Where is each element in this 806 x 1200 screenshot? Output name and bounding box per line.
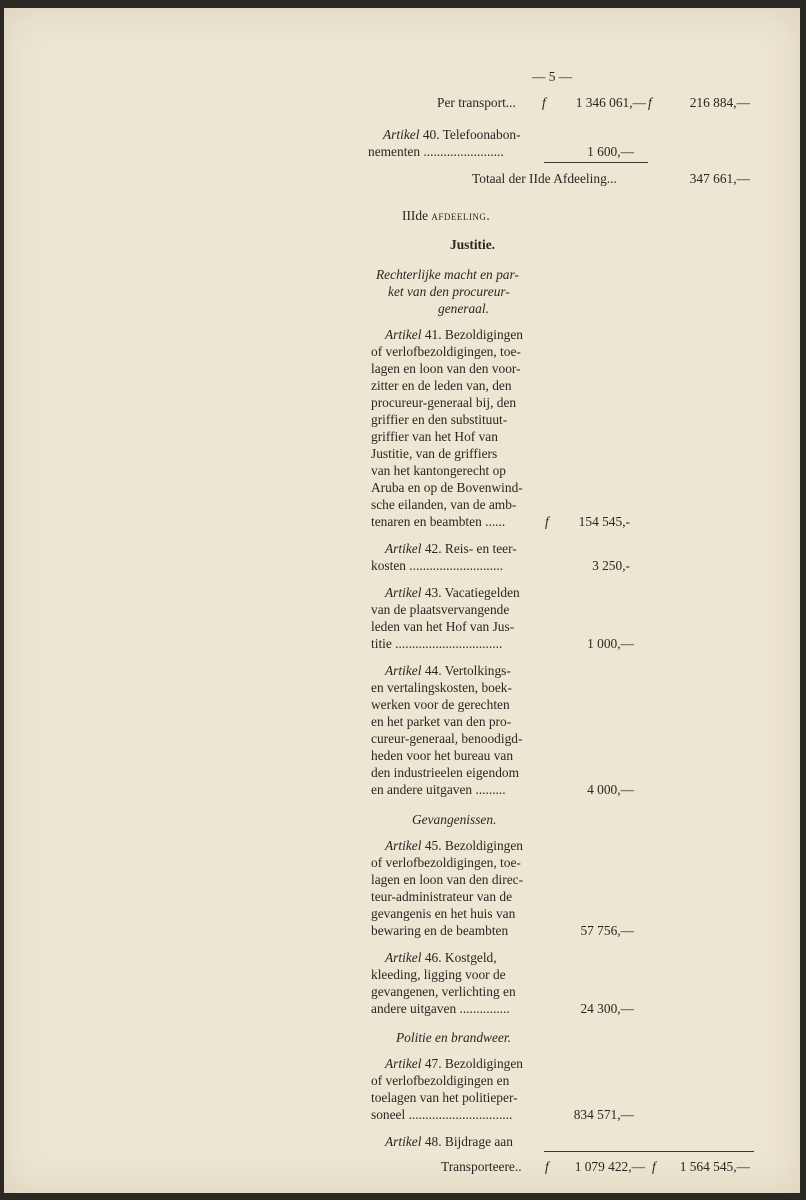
art43-line2: van de plaatsvervangende bbox=[371, 602, 510, 617]
transport-in-currency2: f bbox=[648, 95, 652, 110]
art47-line1: Artikel 47. Bezoldigingen bbox=[385, 1056, 523, 1071]
art45-line4: teur-administrateur van de bbox=[371, 889, 513, 904]
art46-line2: kleeding, ligging voor de bbox=[371, 967, 506, 982]
art48-line1: Artikel 48. Bijdrage aan bbox=[385, 1134, 513, 1149]
art45-amount: 57 756,— bbox=[580, 923, 634, 938]
art40-amount: 1 600,— bbox=[587, 144, 634, 159]
art45-line5: gevangenis en het huis van bbox=[371, 906, 516, 921]
transport-out-label: Transporteere.. bbox=[441, 1159, 522, 1174]
art41-line8: Justitie, van de griffiers bbox=[371, 446, 498, 461]
page-number: — 5 — bbox=[532, 69, 573, 84]
art44-line1: Artikel 44. Vertolkings- bbox=[385, 663, 511, 678]
transport-in-label: Per transport... bbox=[437, 95, 516, 110]
art45-line6: bewaring en de beambten bbox=[371, 923, 509, 938]
art42-line1: Artikel 42. Reis- en teer- bbox=[385, 541, 517, 556]
art46-line3: gevangenen, verlichting en bbox=[371, 984, 516, 999]
art41-line2: of verlofbezoldigingen, toe- bbox=[371, 344, 521, 359]
art42-amount: 3 250,- bbox=[592, 558, 630, 573]
sub-rechterlijke-1: Rechterlijke macht en par- bbox=[376, 267, 519, 282]
transport-out-currency2: f bbox=[652, 1159, 656, 1174]
transport-out-currency1: f bbox=[545, 1159, 549, 1174]
art45-line2: of verlofbezoldigingen, toe- bbox=[371, 855, 521, 870]
sub-rechterlijke-3: generaal. bbox=[438, 301, 489, 316]
art43-line3: leden van het Hof van Jus- bbox=[371, 619, 515, 634]
art41-line9: van het kantongerecht op bbox=[371, 463, 506, 478]
transport-out-amount2: 1 564 545,— bbox=[679, 1159, 750, 1174]
art40-line2: nementen ........................ bbox=[368, 144, 504, 159]
art41-line6: griffier en den substituut- bbox=[371, 412, 508, 427]
art41-line5: procureur-generaal bij, den bbox=[371, 395, 517, 410]
transport-in-amount1: 1 346 061,— bbox=[575, 95, 646, 110]
art43-line4: titie ................................ bbox=[371, 636, 503, 651]
art41-amount: 154 545,- bbox=[578, 514, 630, 529]
art46-line4: andere uitgaven ............... bbox=[371, 1001, 510, 1016]
document-page bbox=[4, 8, 800, 1193]
art40-line1: Artikel 40. Telefoonabon- bbox=[383, 127, 521, 142]
art46-amount: 24 300,— bbox=[580, 1001, 634, 1016]
art44-line4: en het parket van den pro- bbox=[371, 714, 512, 729]
art41-line11: sche eilanden, van de amb- bbox=[371, 497, 517, 512]
subtotal-rule bbox=[544, 162, 648, 163]
afdeeling-heading: IIIde afdeeling. bbox=[402, 208, 491, 223]
art43-amount: 1 000,— bbox=[587, 636, 634, 651]
art42-line2: kosten ............................ bbox=[371, 558, 504, 573]
art47-line3: toelagen van het politieper- bbox=[371, 1090, 518, 1105]
art41-line1: Artikel 41. Bezoldigingen bbox=[385, 327, 523, 342]
art44-line3: werken voor de gerechten bbox=[371, 697, 510, 712]
total-afd2-label: Totaal der IIde Afdeeling... bbox=[472, 171, 617, 186]
art44-line5: cureur-generaal, benoodigd- bbox=[371, 731, 523, 746]
art44-amount: 4 000,— bbox=[587, 782, 634, 797]
art44-line8: en andere uitgaven ......... bbox=[371, 782, 506, 797]
art47-amount: 834 571,— bbox=[573, 1107, 634, 1122]
art43-line1: Artikel 43. Vacatiegelden bbox=[385, 585, 520, 600]
art46-line1: Artikel 46. Kostgeld, bbox=[385, 950, 497, 965]
art47-line4: soneel ............................... bbox=[371, 1107, 513, 1122]
art41-line4: zitter en de leden van, den bbox=[371, 378, 512, 393]
total-afd2-amount: 347 661,— bbox=[689, 171, 750, 186]
art41-line10: Aruba en op de Bovenwind- bbox=[371, 480, 523, 495]
art44-line6: heden voor het bureau van bbox=[371, 748, 514, 763]
transport-in-currency1: f bbox=[542, 95, 546, 110]
art41-line7: griffier van het Hof van bbox=[371, 429, 498, 444]
sub-gevangenissen: Gevangenissen. bbox=[412, 812, 497, 827]
art47-line2: of verlofbezoldigingen en bbox=[371, 1073, 510, 1088]
art44-line2: en vertalingskosten, boek- bbox=[371, 680, 512, 695]
art45-line1: Artikel 45. Bezoldigingen bbox=[385, 838, 523, 853]
art41-currency: f bbox=[545, 514, 549, 529]
sub-rechterlijke-2: ket van den procureur- bbox=[388, 284, 510, 299]
transport-in-amount2: 216 884,— bbox=[689, 95, 750, 110]
art45-line3: lagen en loon van den direc- bbox=[371, 872, 524, 887]
art41-line12: tenaren en beambten ...... bbox=[371, 514, 506, 529]
justitie-heading: Justitie. bbox=[450, 237, 496, 252]
transport-out-amount1: 1 079 422,— bbox=[574, 1159, 645, 1174]
transport-rule bbox=[544, 1151, 754, 1152]
sub-politie: Politie en brandweer. bbox=[396, 1030, 511, 1045]
art44-line7: den industrieelen eigendom bbox=[371, 765, 519, 780]
art41-line3: lagen en loon van den voor- bbox=[371, 361, 521, 376]
